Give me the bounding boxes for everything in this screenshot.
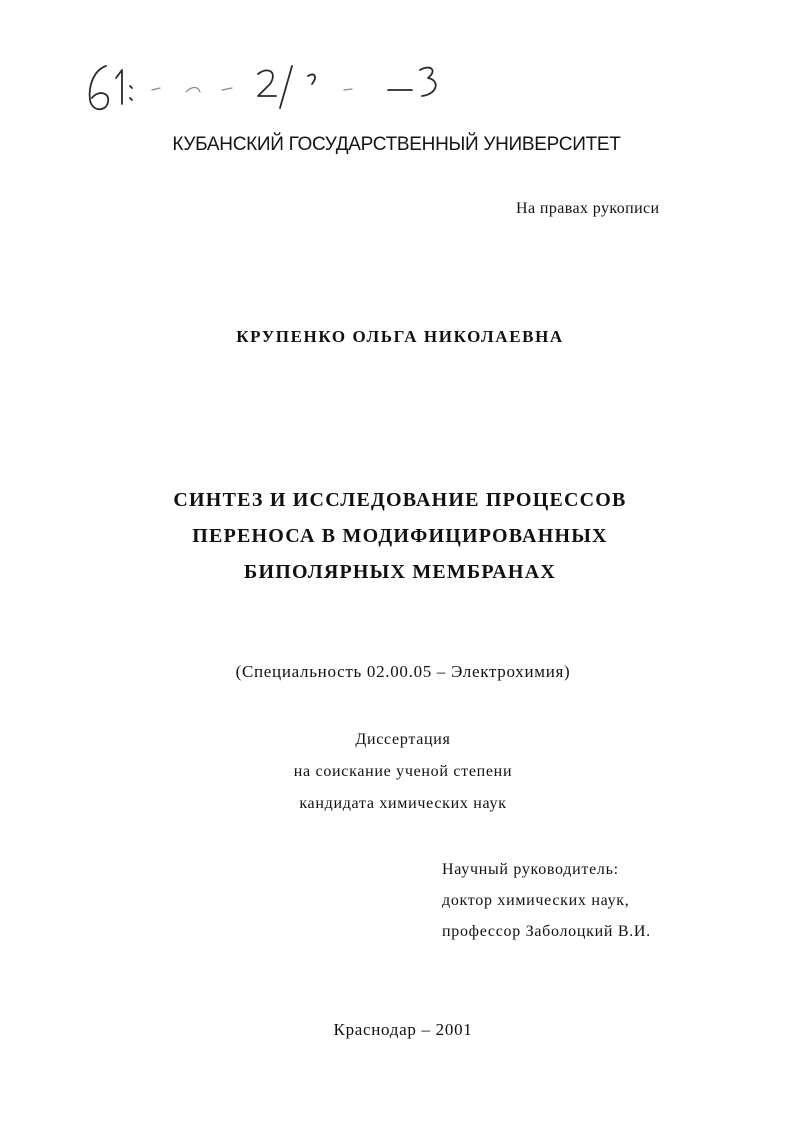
place-and-year: Краснодар – 2001 xyxy=(333,1020,473,1039)
university-name: КУБАНСКИЙ ГОСУДАРСТВЕННЫЙ УНИВЕРСИТЕТ xyxy=(172,134,621,155)
dissertation-title xyxy=(0,484,793,592)
title-line: ПЕРЕНОСА В МОДИФИЦИРОВАННЫХ xyxy=(192,525,608,547)
degree-line: Диссертация xyxy=(355,731,451,748)
degree-line: кандидата химических наук xyxy=(299,795,507,812)
degree-statement xyxy=(0,728,793,824)
title-line: БИПОЛЯРНЫХ МЕМБРАНАХ xyxy=(244,561,556,583)
advisor-line: доктор химических наук, xyxy=(442,892,630,909)
author-name: КРУПЕНКО ОЛЬГА НИКОЛАЕВНА xyxy=(236,327,564,346)
handwritten-archive-note xyxy=(82,56,462,126)
specialty-line: (Специальность 02.00.05 – Электрохимия) xyxy=(235,662,571,681)
advisor-line: Научный руководитель: xyxy=(442,861,619,878)
title-line: СИНТЕЗ И ИССЛЕДОВАНИЕ ПРОЦЕССОВ xyxy=(173,489,627,511)
scientific-advisor xyxy=(442,858,651,951)
advisor-line: профессор Заболоцкий В.И. xyxy=(442,923,651,940)
svg-text:61 : 02-2/ 2 -3: 61 : 02-2/ 2 -3 xyxy=(82,124,88,125)
manuscript-rights-note: На правах рукописи xyxy=(516,200,660,217)
degree-line: на соискание ученой степени xyxy=(293,763,513,780)
